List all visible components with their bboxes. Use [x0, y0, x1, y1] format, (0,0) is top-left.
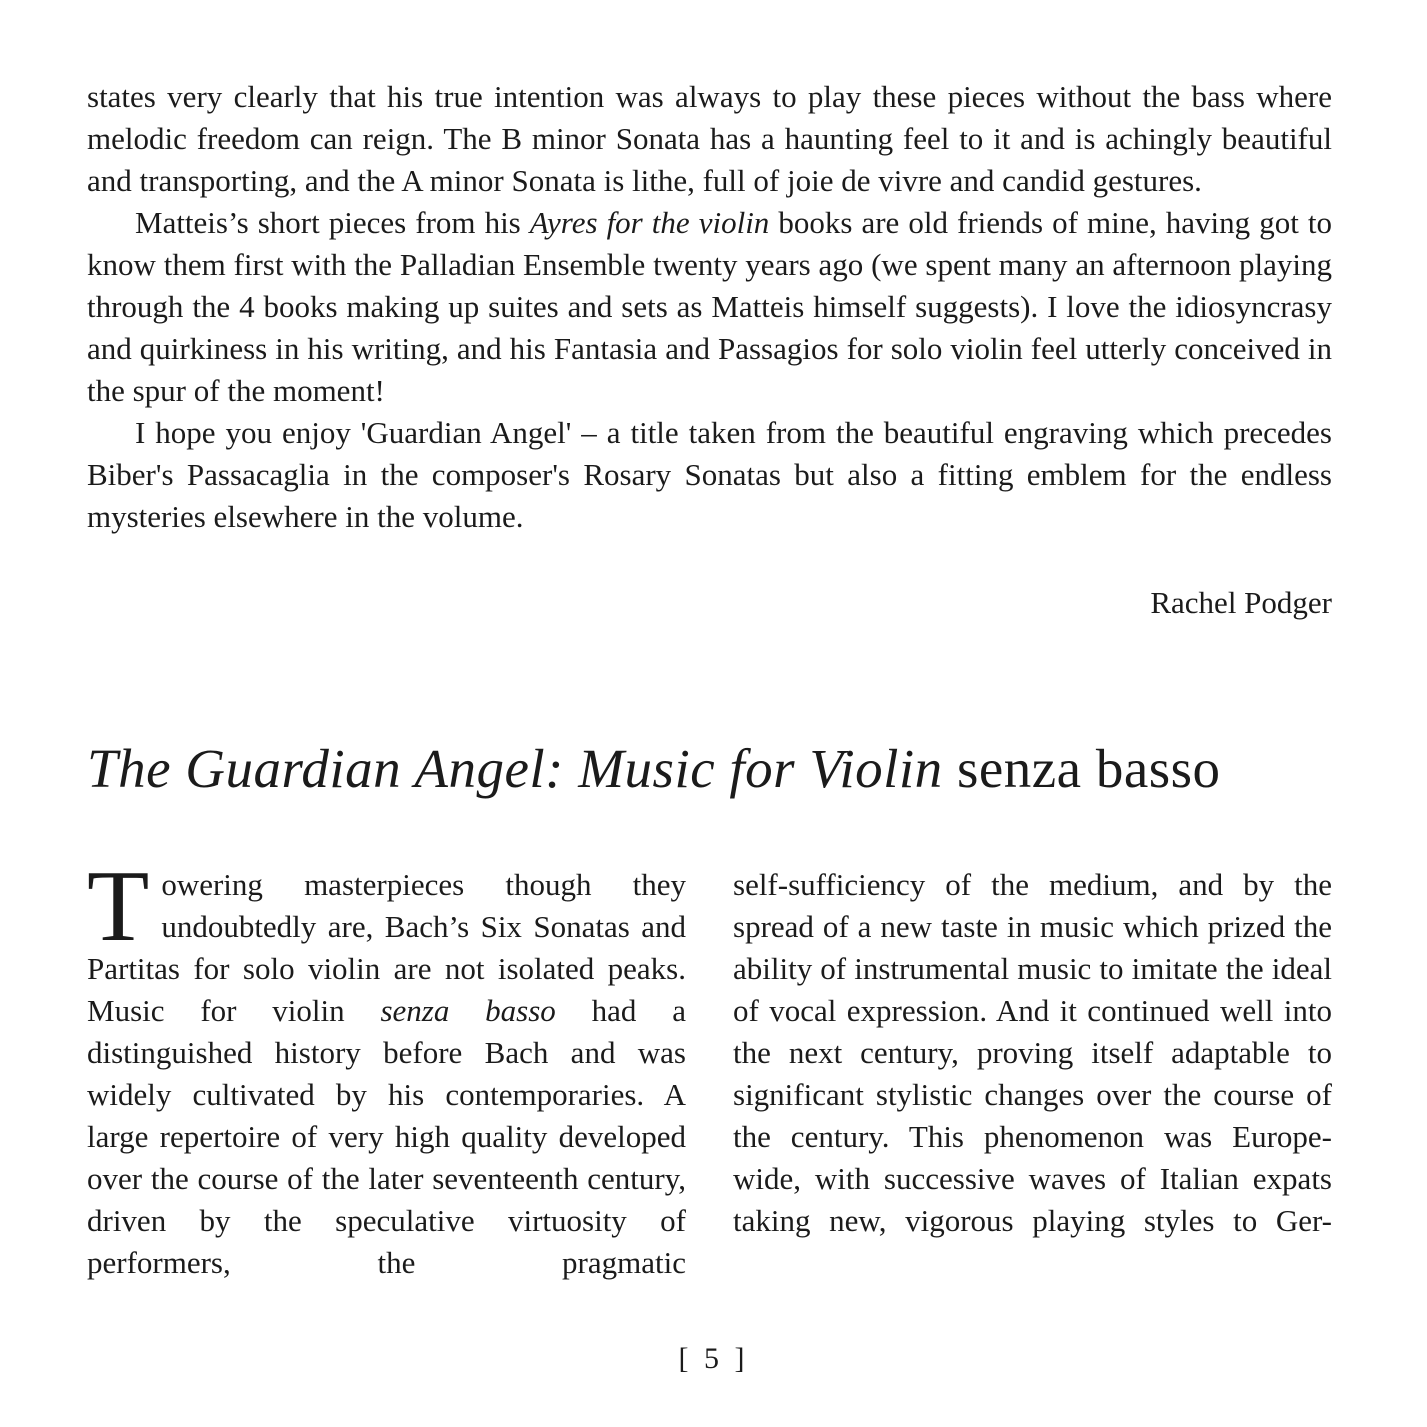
section-heading — [87, 736, 1332, 802]
intro-paragraph-3: I hope you enjoy 'Guardian Angel' – a title taken from the beautiful engraving which precedes Biber's Passacaglia in the composer's Rosary Sonatas but also a fitting emblem for the endless mysteries elsewhere in the volume. — [87, 415, 1332, 534]
author-signature: Rachel Podger — [1150, 585, 1332, 620]
intro-paragraph-1: states very clearly that his true intention was always to play these pieces without the bass where melodic freedom can reign. The B minor Sonata has a haunting feel to it and is achingly beautiful and transporting, and the A minor Sonata is lithe, full of joie de vivre and candid gestures. — [87, 79, 1332, 198]
two-column-text — [87, 850, 1332, 1284]
section-heading-italic-part: The Guardian Angel: Music for Violin — [87, 738, 943, 799]
text-block — [87, 76, 1332, 1284]
intro-paragraph-2: Matteis’s short pieces from his Ayres for the violin books are old friends of mine, having got to know them first with the Palladian Ensemble twenty years ago (we spent many an afternoon playing through the 4 books making up suites and sets as Matteis himself suggests). I love the idiosyncrasy and quirkiness in his writing, and his Fantasia and Passagios for solo violin feel utterly conceived in the spur of the moment! — [87, 205, 1332, 408]
column-right — [733, 864, 1332, 1284]
page-number: [ 5 ] — [678, 1342, 749, 1375]
column-left — [87, 850, 686, 1284]
column-right-paragraph: self-sufficiency of the medium, and by the spread of a new taste in music which prized the ability of instrumental music to imitate the ideal of vocal expression. And it continued well into the next century, proving itself adaptable to significant stylistic changes over the course of the century. This phenomenon was Europe-wide, with successive waves of Italian expats taking new, vigorous playing styles to Ger- — [733, 867, 1332, 1238]
column-left-paragraph — [87, 850, 686, 1284]
column-left-text: owering masterpieces though they undoubtedly are, Bach’s Six Sonatas and Partitas for solo violin are not isolated peaks. Music for violin senza basso had a distinguished history before Bach and was widely cultivated by his contemporaries. A large repertoire of very high quality developed over the course of the later seventeenth century, driven by the speculative virtuosity of performers, the pragmatic — [87, 867, 686, 1280]
dropcap-letter: T — [87, 850, 150, 963]
section-heading-roman-part: senza basso — [942, 738, 1221, 799]
